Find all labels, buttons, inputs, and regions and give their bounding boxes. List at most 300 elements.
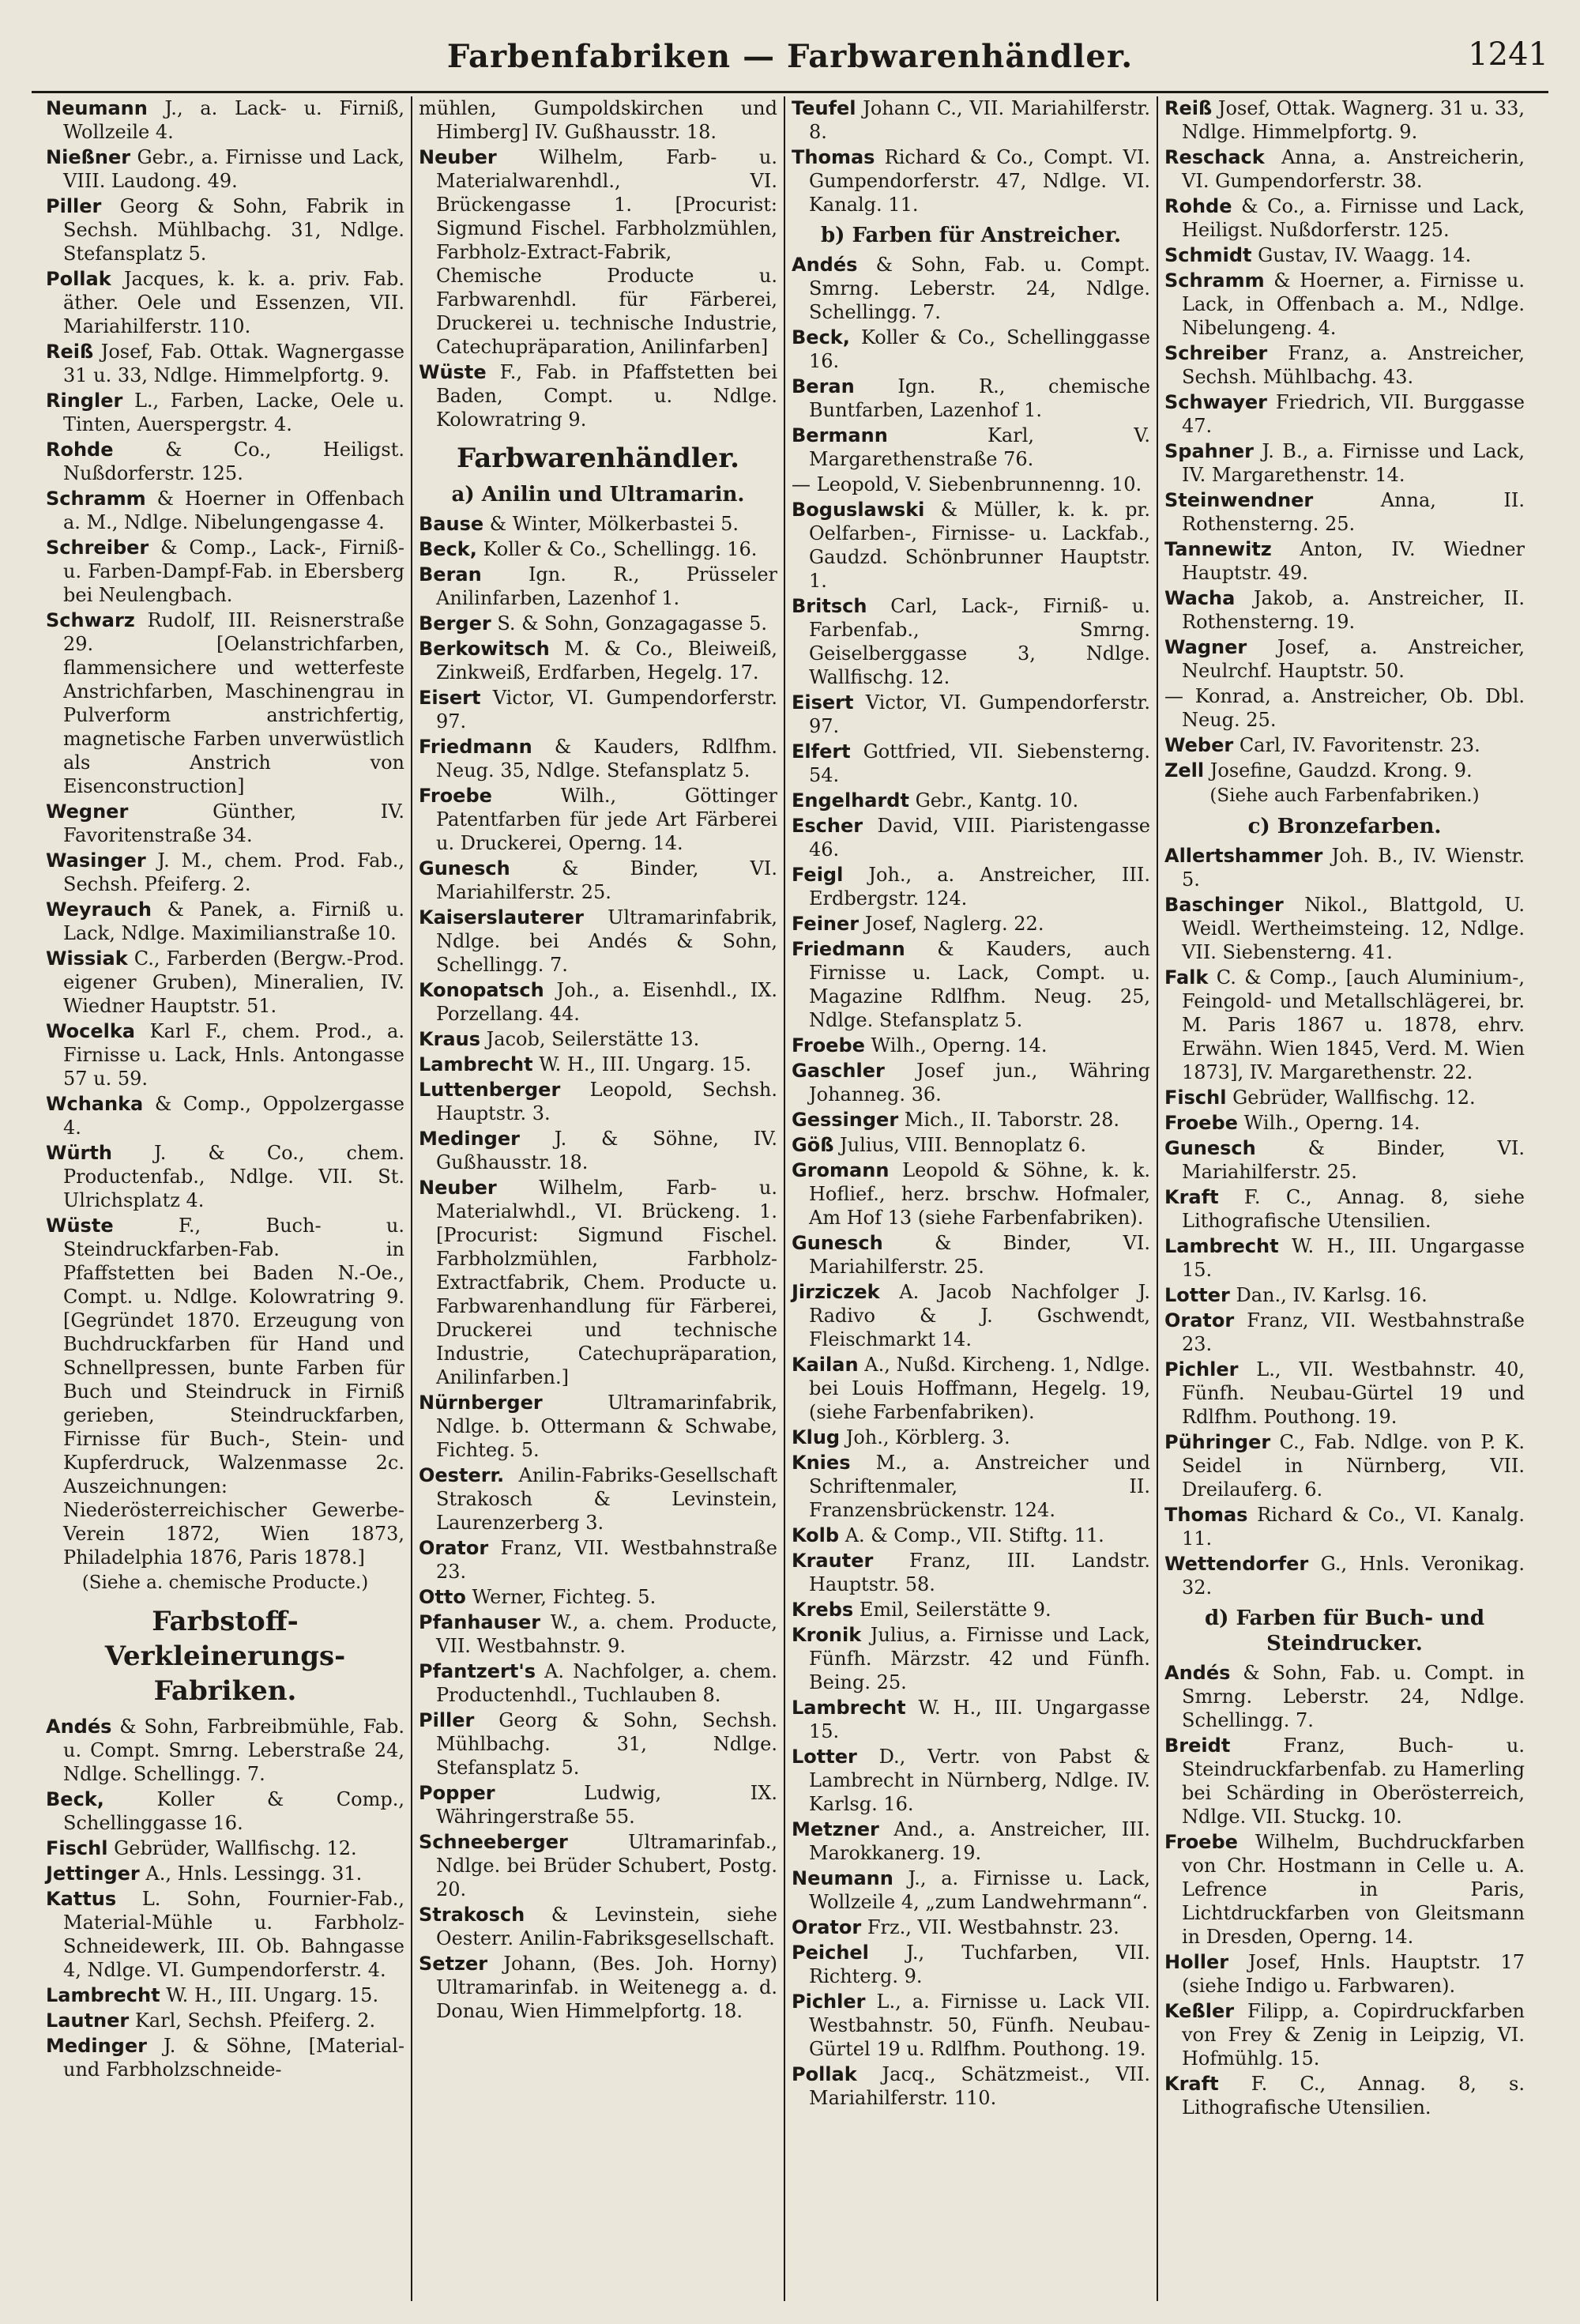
entry-name: Schwarz [46,609,135,631]
entry-name: Pollak [792,2063,857,2085]
entry-detail: Karl, Sechsh. Pfeiferg. 2. [129,2009,376,2032]
entry-name: Schramm [1164,269,1265,292]
directory-entry [46,2034,404,2081]
entry-name: Kraft [1164,1186,1219,1208]
entry-name: Beck, [46,1788,104,1810]
directory-entry [46,340,404,387]
entry-detail: F., Fab. in Pfaffstetten bei Baden, Compt. u. Ndlge. Kolowratring 9. [436,361,777,431]
entry-detail: Karl, V. Margarethenstraße 76. [809,424,1150,470]
entry-detail: Filipp, a. Copirdruckfarben von Frey & Zenig in Leipzig, VI. Hofmühlg. 15. [1182,2000,1525,2070]
entry-name: Berkowitsch [419,638,550,660]
directory-entry [1164,586,1525,634]
entry-detail: And., a. Anstreicher, III. Marokkanerg. 19. [809,1818,1150,1864]
entry-detail: Gebrüder, Wallfischg. 12. [107,1837,357,1859]
entry-detail: & Panek, a. Firniß u. Lack, Ndlge. Maximilianstraße 10. [63,898,404,944]
entry-detail: & Binder, VI. Mariahilferstr. 25. [1182,1137,1525,1183]
entry-detail: Jacq., Schätzmeist., VII. Mariahilferstr. 110. [809,2063,1150,2109]
entry-detail: W. H., III. Ungarg. 15. [532,1053,752,1075]
column-2 [412,96,785,2301]
entry-name: Neuber [419,146,497,168]
entry-name: Feigl [792,864,844,886]
entry-name: Lambrecht [792,1697,906,1719]
directory-entry [1164,733,1525,757]
entry-name: Schreiber [1164,342,1268,364]
entry-name: Ringler [46,390,123,412]
entry-name: Orator [1164,1309,1235,1331]
directory-entry [419,537,777,561]
entry-detail: J. & Söhne, IV. Gußhausstr. 18. [436,1128,777,1173]
entry-name: Froebe [1164,1112,1238,1134]
directory-entry [792,253,1150,324]
entry-detail: & Hoerner in Offenbach a. M., Ndlge. Nibelungengasse 4. [63,488,404,533]
entry-detail: & Co., Heiligst. Nußdorferstr. 125. [63,439,404,484]
directory-entry [419,360,777,431]
entry-detail: Georg & Sohn, Sechsh. Mühlbachg. 31, Ndlge. Stefansplatz 5. [436,1709,777,1779]
directory-entry [1164,1111,1525,1135]
directory-entry [1164,1234,1525,1282]
entry-detail: Julius, a. Firnisse und Lack, Fünfh. Märzstr. 42 und Fünfh. Being. 25. [809,1624,1150,1693]
entry-name: Wacha [1164,587,1236,609]
entry-name: Eisert [419,687,481,709]
directory-entry [419,1176,777,1389]
entry-detail: Frz., VII. Westbahnstr. 23. [861,1916,1119,1938]
directory-entry [792,912,1150,936]
cross-reference-note: (Siehe auch Farbenfabriken.) [1209,785,1480,806]
directory-entry [792,1231,1150,1279]
entry-detail: Anilin-Fabriks-Gesellschaft Strakosch & Levinstein, Laurenzerberg 3. [436,1464,777,1534]
directory-entry [419,1391,777,1462]
directory-entry [1164,341,1525,389]
cross-reference-note: (Siehe a. chemische Producte.) [81,1573,369,1593]
entry-name: Nürnberger [419,1392,543,1414]
entry-detail: & Binder, VI. Mariahilferstr. 25. [436,857,777,903]
directory-entry [792,1451,1150,1522]
entry-detail: & Müller, k. k. pr. Oelfarben-, Firnisse- u. Lackfab., Gaudzd. Schönbrunner Hauptstr. 1. [809,499,1150,592]
directory-entry [1164,1661,1525,1732]
entry-name: Allertshammer [1164,845,1323,867]
entry-name: Beck, [792,326,850,348]
directory-entry [1164,96,1525,144]
entry-detail: C., Fab. Ndlge. von P. K. Seidel in Nürnberg, VII. Dreilauferg. 6. [1182,1431,1525,1501]
directory-entry [792,1034,1150,1057]
entry-name: Thomas [1164,1504,1248,1526]
entry-name: Britsch [792,595,867,617]
page-title: Farbenfabriken — Farbwarenhändler. [446,38,1134,75]
entry-detail: A. & Comp., VII. Stiftg. 11. [839,1524,1104,1546]
entry-detail: Gebr., Kantg. 10. [908,789,1079,812]
directory-entry [792,937,1150,1032]
directory-entry [1164,1830,1525,1949]
entry-name: Gunesch [419,857,510,880]
column-3 [785,96,1158,2301]
entry-name: Konopatsch [419,979,544,1001]
entry-detail: Josef, Fab. Ottak. Wagnergasse 31 u. 33, Ndlge. Himmelpfortg. 9. [63,341,404,386]
entry-name: Kattus [46,1888,117,1910]
entry-name: Wissiak [46,947,128,970]
entry-name: Schreiber [46,537,149,559]
entry-detail: & Hoerner, a. Firnisse u. Lack, in Offenbach a. M., Ndlge. Nibelungeng. 4. [1182,269,1525,339]
entry-name: Bermann [792,424,888,446]
entry-name: Rohde [1164,195,1232,217]
entry-name: Fischl [46,1837,108,1859]
entry-name: Pichler [792,1991,866,2013]
entry-name: Bause [419,513,484,535]
entry-name: Orator [419,1537,489,1559]
entry-name: Schneeberger [419,1831,568,1853]
entry-detail: Josef, a. Anstreicher, Neulrchf. Hauptstr. 50. [1182,636,1525,682]
entry-detail: & Winter, Mölkerbastei 5. [483,513,739,535]
entry-detail: Richard & Co., VI. Kanalg. 11. [1182,1504,1525,1550]
entry-name: Zell [1164,759,1205,782]
entry-detail: Ultramarinfab., Ndlge. bei Brüder Schubert, Postg. 20. [436,1831,777,1900]
entry-name: Weber [1164,734,1234,756]
entry-detail: Koller & Comp., Schellinggasse 16. [63,1788,404,1834]
directory-entry [792,96,1150,144]
directory-entry [1164,1283,1525,1307]
directory-entry [792,594,1150,689]
entry-name: Medinger [419,1128,520,1150]
directory-entry [419,1053,777,1076]
directory-entry [1164,759,1525,782]
entry-name: Lautner [46,2009,130,2032]
entry-name: Metzner [792,1818,879,1840]
entry-name: Lambrecht [419,1053,533,1075]
sub-heading: b) Farben für Anstreicher. [820,224,1122,247]
entry-name: Pühringer [1164,1431,1271,1453]
entry-name: Jettinger [46,1863,140,1885]
directory-entry [1164,439,1525,487]
entry-detail: Joh. B., IV. Wienstr. 5. [1182,845,1525,891]
directory-entry [1164,1086,1525,1109]
entry-detail: L., a. Firnisse u. Lack VII. Westbahnstr. 50, Fünfh. Neubau-Gürtel 19 u. Rdlfhm. Pouthong. 19. [809,1991,1150,2060]
entry-name: Falk [1164,966,1209,989]
entry-name: Gunesch [1164,1137,1256,1159]
entry-name: Froebe [792,1034,865,1057]
entry-detail: Josef, Ottak. Wagnerg. 31 u. 33, Ndlge. Himmelpfortg. 9. [1182,97,1525,143]
directory-entry [1164,1309,1525,1356]
entry-detail: Ludwig, IX. Währingerstraße 55. [436,1782,777,1828]
entry-detail: S. & Sohn, Gonzagagasse 5. [491,612,767,635]
entry-name: Wagner [1164,636,1247,658]
entry-name: Friedmann [792,938,905,960]
entry-detail: & Comp., Lack-, Firniß- u. Farben-Dampf-Fab. in Ebersberg bei Neulengbach. [63,537,404,606]
entry-detail: Gebr., a. Firnisse und Lack, VIII. Laudong. 49. [63,146,404,192]
entry-detail: J., a. Firnisse u. Lack, Wollzeile 4, „zum Landwehrmann“. [809,1867,1150,1913]
directory-entry [1164,243,1525,267]
entry-detail: Wilhelm, Farb- u. Materialwarenhdl., VI. Brückengasse 1. [Procurist: Sigmund Fischel. Farbholzmühlen, Farbholz-Extract-Fabrik, Chemische Producte u. Farbwarenhdl. für Färberei, Druckerei u. technische Industrie, Catechupräparation, Anilinfarben] [436,146,777,358]
directory-entry [419,1830,777,1901]
directory-entry [46,898,404,945]
directory-entry [1164,684,1525,732]
directory-entry [419,637,777,684]
directory-entry [419,1536,777,1584]
entry-name: Escher [792,815,863,837]
entry-detail: J. M., chem. Prod. Fab., Sechsh. Pfeiferg. 2. [63,849,404,895]
directory-entry [46,1836,404,1860]
entry-name: Schramm [46,488,146,510]
entry-detail: Anton, IV. Wiedner Hauptstr. 49. [1182,538,1525,584]
entry-detail: Wilhelm, Buchdruckfarben von Chr. Hostmann in Celle u. A. Lefrence in Paris, Lichtdruckfarben von Gleitsmann in Dresden, Operng. 14. [1182,1831,1525,1948]
header-rule [32,91,1548,93]
entry-name: Fischl [1164,1087,1227,1109]
entry-name: Pichler [1164,1358,1239,1380]
entry-detail: J. & Co., chem. Productenfab., Ndlge. VII. St. Ulrichsplatz 4. [63,1142,404,1211]
entry-detail: Franz, III. Landstr. Hauptstr. 58. [809,1550,1150,1595]
directory-entry [1164,145,1525,193]
entry-name: Elfert [792,740,851,763]
entry-detail: Julius, VIII. Bennoplatz 6. [833,1134,1086,1156]
entry-detail: W. H., III. Ungargasse 15. [1182,1235,1525,1281]
directory-entry [419,1463,777,1535]
entry-detail: J., a. Lack- u. Firniß, Wollzeile 4. [63,97,404,143]
directory-entry [419,1027,777,1051]
directory-entry [419,563,777,610]
entry-name: Keßler [1164,2000,1235,2022]
entry-name: Wocelka [46,1020,135,1042]
directory-entry [792,145,1150,217]
directory-entry [792,2062,1150,2110]
entry-name: Göß [792,1134,834,1156]
directory-entry [792,1524,1150,1547]
directory-entry [792,1915,1150,1939]
directory-entry [46,194,404,266]
entry-detail: Gottfried, VII. Siebensterng. 54. [809,740,1150,786]
directory-entry [792,473,1150,496]
entry-detail: C., Farberden (Bergw.-Prod. eigener Gruben), Mineralien, IV. Wiedner Hauptstr. 51. [63,947,404,1017]
entry-detail: F. C., Annag. 8, siehe Lithografische Utensilien. [1182,1186,1525,1232]
directory-entry [1164,966,1525,1084]
directory-entry [1164,1430,1525,1501]
entry-name: Gunesch [792,1232,883,1254]
entry-name: Popper [419,1782,495,1804]
entry-detail: Jacob, Seilerstätte 13. [480,1028,700,1050]
directory-entry [46,2009,404,2032]
entry-detail: Georg & Sohn, Fabrik in Sechsh. Mühlbachg. 31, Ndlge. Stefansplatz 5. [63,195,404,265]
directory-entry [46,438,404,485]
entry-name: Gaschler [792,1060,885,1082]
entry-name: Beck, [419,538,477,560]
directory-entry [792,1353,1150,1424]
directory-entry [792,1990,1150,2061]
entry-detail: Franz, a. Anstreicher, Sechsh. Mühlbachg. 43. [1182,342,1525,388]
entry-detail: L., VII. Westbahnstr. 40, Fünfh. Neubau-Gürtel 19 und Rdlfhm. Pouthong. 19. [1182,1358,1525,1428]
entry-detail: Günther, IV. Favoritenstraße 34. [63,800,404,846]
directory-entry [46,1141,404,1212]
entry-name: Rohde [46,439,114,461]
entry-detail: & Binder, VI. Mariahilferstr. 25. [809,1232,1150,1278]
directory-entry [46,1092,404,1139]
entry-name: Wegner [46,800,129,823]
entry-detail: & Kauders, Rdlfhm. Neug. 35, Ndlge. Stefansplatz 5. [436,736,777,782]
entry-detail: — Leopold, V. Siebenbrunnenng. 10. [792,473,1142,495]
entry-detail: Rudolf, III. Reisnerstraße 29. [Oelanstrichfarben, flammensichere und wetterfeste Anstrichfarben, Maschinengrau in Pulverform anstrichfertig, magnetische Farben unverwüstlich als Anstrich von Eisenconstruction] [63,609,404,797]
directory-entry [419,1078,777,1125]
directory-entry [792,1623,1150,1694]
entry-name: Lambrecht [46,1984,160,2006]
entry-name: Engelhardt [792,789,909,812]
entry-name: Reiß [1164,97,1213,119]
entry-detail: David, VIII. Piaristengasse 46. [809,815,1150,861]
directory-entry [419,145,777,359]
entry-detail: Jakob, a. Anstreicher, II. Rothensterng. 19. [1182,587,1525,633]
entry-name: Reschack [1164,146,1265,168]
entry-name: Wasinger [46,849,146,872]
directory-entry [1164,2072,1525,2119]
entry-name: Neuber [419,1177,497,1199]
entry-name: Andés [46,1716,112,1738]
entry-detail: Joh., a. Anstreicher, III. Erdbergstr. 124. [809,864,1150,910]
entry-name: Neumann [792,1867,893,1889]
entry-name: Pollak [46,268,111,290]
directory-entry [1164,269,1525,340]
section-heading: Farbstoff-Verkleinerungs-Fabriken. [104,1606,346,1707]
entry-detail: Franz, VII. Westbahnstraße 23. [436,1537,777,1583]
page-number: 1241 [1468,36,1548,73]
directory-entry [419,612,777,635]
directory-entry [792,1696,1150,1743]
entry-detail: Johann C., VII. Mariahilferstr. 8. [809,97,1150,143]
directory-entry [1164,844,1525,891]
column-1 [40,96,412,2301]
entry-name: Wettendorfer [1164,1553,1309,1575]
directory-entry [1164,1358,1525,1429]
directory-entry [1164,488,1525,536]
directory-entry [46,487,404,534]
directory-entry [792,326,1150,373]
entry-name: Kraft [1164,2073,1219,2095]
directory-entry [419,857,777,904]
entry-detail: Koller & Co., Schellingg. 16. [476,538,758,560]
entry-detail: L. Sohn, Fournier-Fab., Material-Mühle u. Farbholz-Schneidewerk, III. Ob. Bahngasse 4, Ndlge. VI. Gumpendorferstr. 4. [63,1888,404,1981]
directory-entry [792,814,1150,861]
entry-detail: Josef, Hnls. Hauptstr. 17 (siehe Indigo u. Farbwaren). [1182,1951,1525,1997]
directory-entry [419,96,777,144]
entry-name: Lambrecht [1164,1235,1279,1257]
entry-name: Lotter [792,1746,857,1768]
directory-entry [419,978,777,1026]
directory-entry [46,267,404,338]
entry-detail: F. C., Annag. 8, s. Lithografische Utensilien. [1182,2073,1525,2119]
directory-entry [419,784,777,855]
directory-entry [1164,1734,1525,1829]
directory-entry [1164,1503,1525,1550]
entry-detail: Nikol., Blattgold, U. Weidl. Wertheimsteing. 12, Ndlge. VII. Siebensterng. 41. [1182,894,1525,963]
directory-entry [46,145,404,193]
entry-detail: Wilh., Operng. 14. [1237,1112,1420,1134]
entry-name: Medinger [46,2035,147,2057]
entry-name: Krauter [792,1550,874,1572]
entry-detail: Friedrich, VII. Burggasse 47. [1182,391,1525,437]
entry-name: Beran [792,375,855,397]
directory-entry [419,1659,777,1707]
entry-detail: A. Nachfolger, a. chem. Productenhdl., Tuchlauben 8. [436,1660,777,1706]
directory-entry [419,906,777,977]
directory-entry [1164,1185,1525,1233]
directory-entry [46,947,404,1018]
entry-name: Piller [419,1709,475,1731]
entry-name: Otto [419,1586,466,1608]
entry-detail: Carl, Lack-, Firniß- u. Farbenfab., Smrng. Geiselberggasse 3, Ndlge. Wallfischg. 12. [809,595,1150,688]
entry-name: Schmidt [1164,244,1252,266]
directory-entry [792,1745,1150,1816]
entry-name: Jirziczek [792,1281,880,1303]
entry-detail: Victor, VI. Gumpendorferstr. 97. [436,687,777,733]
entry-name: Berger [419,612,491,635]
entry-detail: Josef jun., Währing Johanneg. 36. [809,1060,1150,1106]
directory-entry [419,1903,777,1950]
entry-name: Friedmann [419,736,532,758]
columns [40,96,1533,2301]
entry-detail: Franz, VII. Westbahnstraße 23. [1182,1309,1525,1355]
directory-entry [792,1817,1150,1865]
entry-detail: Emil, Seilerstätte 9. [853,1599,1051,1621]
entry-detail: Wilh., Operng. 14. [864,1034,1048,1057]
entry-name: Strakosch [419,1904,525,1926]
directory-entry [792,863,1150,910]
entry-name: Teufel [792,97,856,119]
entry-detail: Gustav, IV. Waagg. 14. [1251,244,1472,266]
directory-entry [792,1426,1150,1449]
directory-entry [46,800,404,847]
directory-entry [419,1952,777,2023]
entry-name: Andés [792,254,858,276]
entry-name: Thomas [792,146,875,168]
entry-detail: J. B., a. Firnisse und Lack, IV. Margarethenstr. 14. [1182,440,1525,486]
directory-entry [792,1866,1150,1914]
sub-heading: c) Bronzefarben. [1247,815,1442,838]
entry-name: Froebe [419,785,492,807]
directory-entry [419,1781,777,1829]
entry-detail: — Konrad, a. Anstreicher, Ob. Dbl. Neug. 25. [1164,685,1525,731]
entry-name: Breidt [1164,1735,1231,1757]
entry-detail: Wilh., Göttinger Patentfarben für jede Art Färberei u. Druckerei, Operng. 14. [436,785,777,854]
directory-entry [1164,635,1525,683]
entry-detail: W., a. chem. Producte, VII. Westbahnstr. 9. [436,1611,777,1657]
entry-detail: A. Jacob Nachfolger J. Radivo & J. Gschwendt, Fleischmarkt 14. [809,1281,1150,1350]
directory-entry [1164,1136,1525,1184]
entry-detail: Franz, Buch- u. Steindruckfarbenfab. zu Hamerling bei Schärding in Oberösterreich, Ndlge. VII. Stuckg. 10. [1182,1735,1525,1828]
entry-detail: & Sohn, Fab. u. Compt. in Smrng. Leberstr. 24, Ndlge. Schellingg. 7. [1182,1662,1525,1731]
directory-entry [46,96,404,144]
entry-name: Pfanhauser [419,1611,541,1633]
entry-name: Würth [46,1142,112,1164]
entry-name: Holler [1164,1951,1229,1973]
directory-entry [792,375,1150,422]
directory-entry [46,1862,404,1885]
entry-name: Weyrauch [46,898,152,921]
directory-entry [419,1708,777,1780]
entry-name: Neumann [46,97,148,119]
entry-detail: M. & Co., Bleiweiß, Zinkweiß, Erdfarben, Hegelg. 17. [436,638,777,684]
entry-name: Kailan [792,1354,859,1376]
entry-detail: mühlen, Gumpoldskirchen und Himberg] IV. Gußhausstr. 18. [419,97,777,143]
entry-name: Kronik [792,1624,862,1646]
entry-name: Oesterr. [419,1464,505,1486]
entry-detail: Johann, (Bes. Joh. Horny) Ultramarinfab. in Weitenegg a. d. Donau, Wien Himmelpfortg. 18. [436,1953,777,2022]
entry-name: Kolb [792,1524,840,1546]
directory-entry [1164,1999,1525,2070]
entry-detail: Leopold & Söhne, k. k. Hoflief., herz. brschw. Hofmaler, Am Hof 13 (siehe Farbenfabriken). [809,1159,1150,1229]
sub-heading: a) Anilin und Ultramarin. [451,483,745,507]
directory-entry [792,1280,1150,1351]
entry-detail: Leopold, Sechsh. Hauptstr. 3. [436,1079,777,1124]
directory-entry [792,1059,1150,1106]
entry-detail: Ign. R., Prüsseler Anilinfarben, Lazenhof 1. [436,563,777,609]
directory-entry [46,1787,404,1835]
directory-entry [792,1598,1150,1622]
directory-entry [792,740,1150,787]
section-heading: Farbwarenhändler. [457,443,739,474]
